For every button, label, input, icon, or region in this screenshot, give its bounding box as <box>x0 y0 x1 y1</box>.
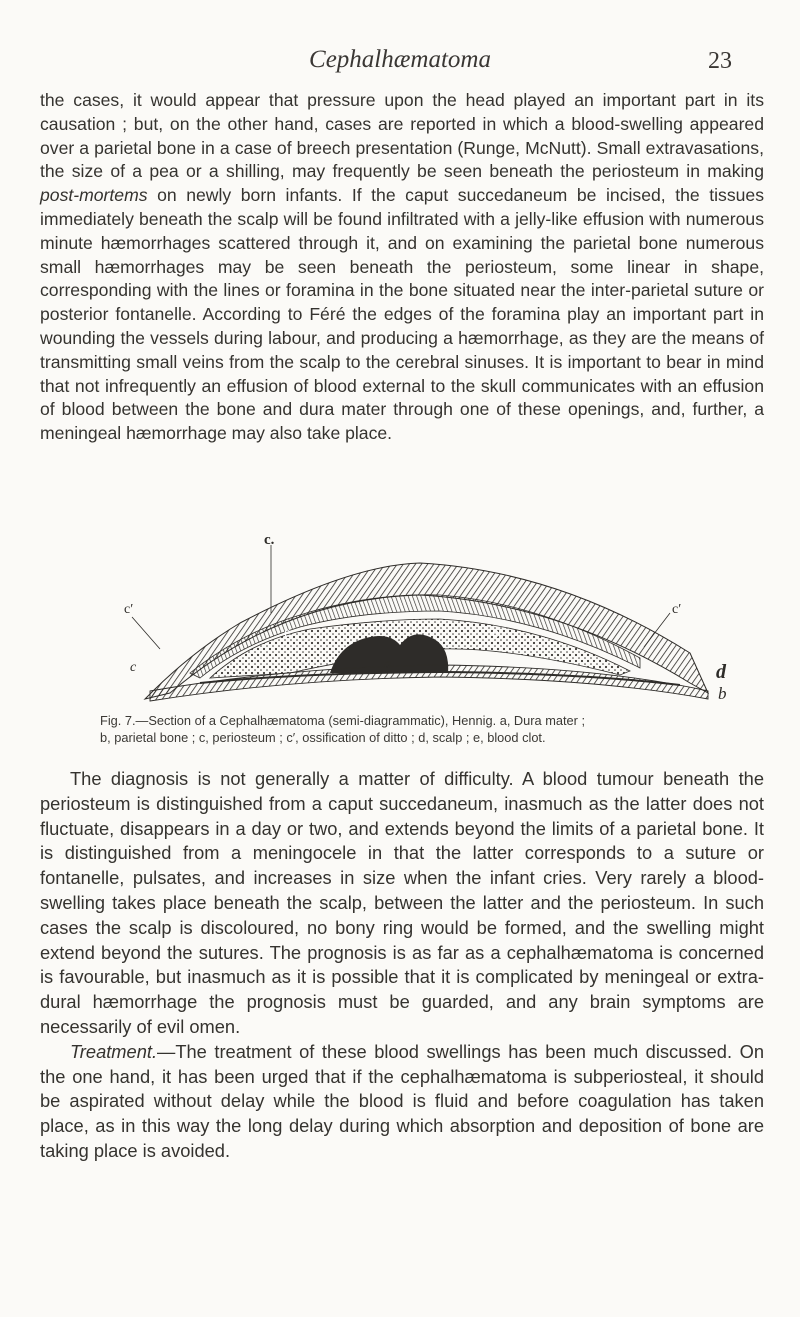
label-e-right: e <box>492 625 499 641</box>
label-b: b <box>718 684 727 703</box>
paragraph-1-text-a: the cases, it would appear that pressure upon the head played an important part in its causation ; but, on the other hand, cases are reported in which a blood-swelling appeared over a parietal bone in a case of breech presentation (Runge, McNutt). Small extravasations, the size of a pea or a shilling, may frequently be seen beneath the periosteum in making <box>40 90 764 182</box>
leader-c-left <box>132 617 160 649</box>
label-c-left: c <box>130 660 137 675</box>
label-a: a <box>384 657 391 672</box>
paragraph-1 <box>40 89 764 446</box>
page-number: 23 <box>708 48 732 74</box>
paragraph-2 <box>40 767 764 1040</box>
paragraph-2-text: The diagnosis is not generally a matter of difficulty. A blood tumour beneath the periosteum is distinguished from a caput succedaneum, inasmuch as the latter does not fluctuate, disappears in a day or two, and extends beyond the limits of a parietal bone. It is distinguished from a meningocele in that the latter corresponds to a suture or fontanelle, pulsates, and increases in size when the infant cries. Very rarely a blood-swelling takes place beneath the scalp, between the latter and the periosteum. In such cases the scalp is discoloured, no bony ring would be formed, and the swelling might extend beyond the sutures. The prognosis is as far as a cephalhæmatoma is concerned is favourable, but inasmuch as it is possible that it is complicated by meningeal or extra-dural hæmorrhage the prognosis must be guarded, and any brain symptoms are necessarily of evil omen. <box>40 768 764 1037</box>
figure-7 <box>40 533 764 703</box>
label-c-prime-right: c′ <box>672 602 682 617</box>
treatment-heading: Treatment. <box>70 1040 158 1062</box>
paragraph-3 <box>40 1040 764 1164</box>
paragraph-3-text: —The treatment of these blood swellings has been much discussed. On the one hand, it has been urged that if the cephalhæmatoma is subperiosteal, it should be aspirated without delay while the blood is fluid and before coagulation has taken place, as in this way the long delay during which absorption and deposition of bone are taking place is avoided. <box>40 1040 764 1161</box>
label-c-prime-left: c′ <box>124 602 134 617</box>
cephalhaematoma-section-diagram <box>40 533 764 703</box>
label-d: d <box>716 661 726 683</box>
caption-line-1: Fig. 7.—Section of a Cephalhæmatoma (semi-diagrammatic), Hennig. a, Dura mater ; <box>100 713 586 728</box>
paragraph-2-block <box>40 767 764 1164</box>
paragraph-1-italic-term: post-mortems <box>40 185 148 206</box>
caption-line-2: b, parietal bone ; c, periosteum ; c′, ossification of ditto ; d, scalp ; e, blood clot. <box>100 730 546 745</box>
running-title: Cephalhæmatoma <box>309 46 491 73</box>
paragraph-1-text-b: on newly born infants. If the caput succedaneum be incised, the tissues immediately beneath the scalp will be found infiltrated with a jelly-like effusion with numerous minute hæmorrhages scattered through it, and on examining the parietal bone numerous small hæmorrhages may be seen beneath the periosteum, some linear in shape, corresponding with the lines or foramina in the bone situated near the inter-parietal suture or posterior fontanelle. According to Féré the edges of the foramina play an important part in wounding the vessels during labour, and producing a hæmorrhage, as they are the means of transmitting small veins from the scalp to the cerebral sinuses. It is important to bear in mind that not infrequently an effusion of blood external to the skull communicates with an effusion of blood between the bone and dura mater through one of these openings, and, further, a meningeal hæmorrhage may also take place. <box>40 185 764 444</box>
running-head <box>0 46 800 86</box>
paragraph-1-text <box>40 89 764 446</box>
label-c-top: c. <box>264 533 275 548</box>
label-e-left: e <box>284 625 291 641</box>
figure-caption <box>100 712 700 746</box>
